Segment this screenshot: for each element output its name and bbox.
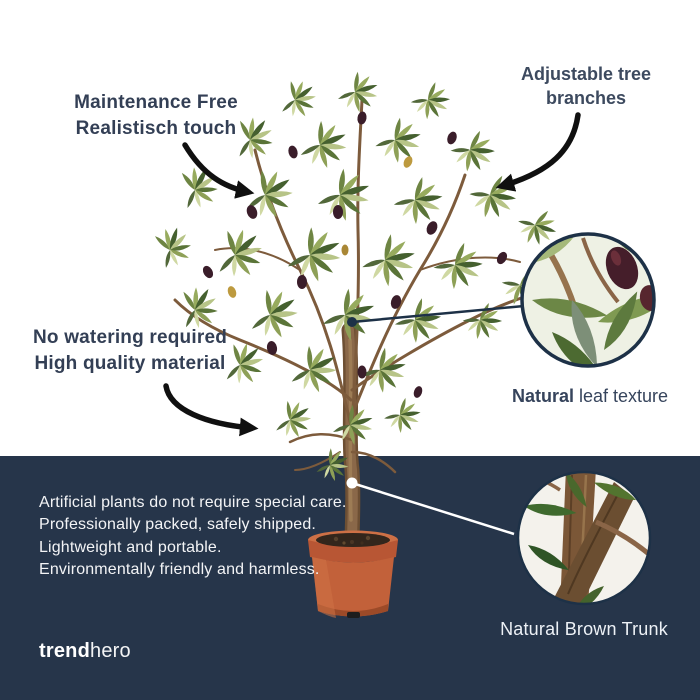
leaf-detail-circle — [522, 218, 678, 389]
description-line: Professionally packed, safely shipped. — [39, 516, 316, 534]
callout-no-watering — [14, 325, 246, 377]
callout-maintenance-free — [36, 90, 276, 142]
callout-line: High quality material — [34, 353, 226, 374]
trunk-detail-circle — [518, 468, 656, 618]
arrow-mid-left — [166, 386, 252, 428]
description-line: Environmentally friendly and harmless. — [39, 561, 320, 579]
description-line: Lightweight and portable. — [39, 538, 222, 556]
brand-logo-bold: trend — [39, 640, 90, 662]
brand-logo — [39, 640, 131, 663]
brand-logo-light: hero — [90, 640, 131, 662]
callout-line: Realistisch touch — [75, 118, 237, 139]
callout-line: Maintenance Free — [74, 92, 238, 113]
leaf-texture-caption — [498, 386, 682, 407]
arrow-top-right — [502, 115, 578, 186]
callout-adjustable-branches: Adjustable tree branches — [520, 64, 652, 108]
callout-line: No watering required — [32, 327, 228, 348]
leaf-caption-rest: leaf texture — [573, 386, 669, 406]
description-line: Artificial plants do not require special care. — [39, 494, 347, 511]
trunk-caption: Natural Brown Trunk — [500, 619, 668, 639]
product-description — [39, 492, 379, 582]
leaf-caption-bold: Natural — [511, 386, 574, 406]
